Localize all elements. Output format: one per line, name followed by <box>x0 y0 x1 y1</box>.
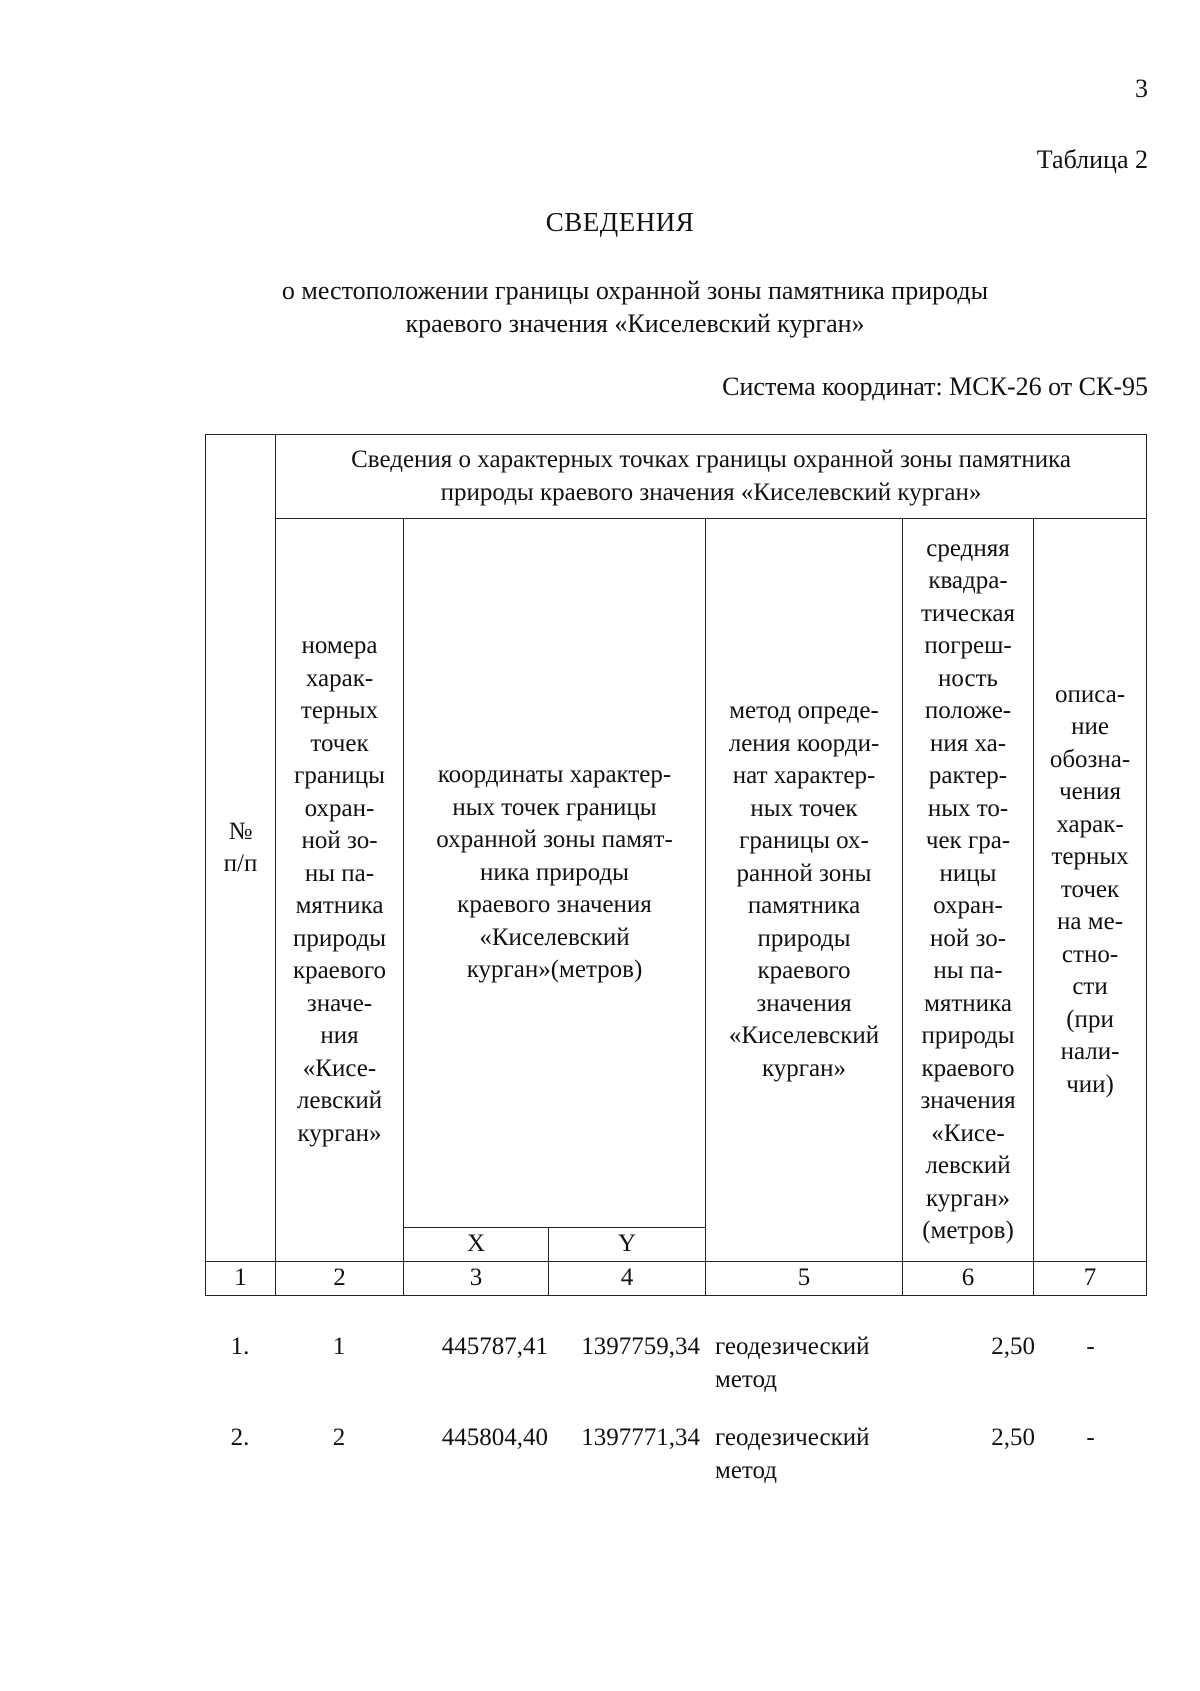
column-number: 5 <box>706 1262 903 1296</box>
mean-square-error: 2,50 <box>991 1424 1035 1451</box>
table-row <box>205 1330 1146 1421</box>
header-line: (при <box>1066 1005 1114 1033</box>
header-line: охран- <box>933 892 1003 919</box>
header-line: ны па- <box>304 859 375 887</box>
header-line: краевого значения <box>457 891 652 919</box>
header-group-title <box>276 435 1147 519</box>
header-line: ной зо- <box>929 924 1007 952</box>
header-line: ность <box>938 664 998 692</box>
header-line: природы <box>757 924 851 952</box>
header-line: границы ох- <box>739 827 869 854</box>
header-line: терных <box>1051 843 1129 871</box>
header-line: значе- <box>306 989 373 1017</box>
header-line: на ме- <box>1057 908 1124 936</box>
header-line: чии) <box>1066 1070 1114 1098</box>
header-method <box>706 519 903 1262</box>
header-line: сти <box>1072 973 1108 1001</box>
header-line: ранной зоны <box>736 859 872 887</box>
boundary-points-table-header <box>205 434 1147 1296</box>
header-line: мятника <box>924 989 1012 1017</box>
header-line: «Кисе- <box>302 1054 377 1082</box>
point-description: - <box>1086 1333 1095 1360</box>
header-line: харак- <box>305 664 374 692</box>
header-line: ных точек границы <box>452 793 657 821</box>
table-label: Таблица 2 <box>1036 145 1148 174</box>
header-line: курган» <box>761 1054 847 1082</box>
coordinate-y: 1397759,34 <box>581 1333 700 1360</box>
header-line: ных то- <box>927 794 1009 822</box>
point-description: - <box>1086 1424 1095 1451</box>
header-line: «Кисе- <box>931 1119 1005 1147</box>
point-number: 2 <box>332 1424 346 1451</box>
point-number: 1 <box>332 1333 346 1360</box>
header-line: курган» <box>297 1119 382 1147</box>
header-line: чек гра- <box>925 827 1011 854</box>
column-number: 4 <box>549 1262 706 1296</box>
header-row-number <box>206 435 276 1262</box>
header-line: квадра- <box>928 567 1008 594</box>
header-line: охранной зоны памят- <box>436 826 673 854</box>
header-line: нат характер- <box>732 762 876 789</box>
header-line: памятника <box>747 892 861 919</box>
method-line: метод <box>715 1457 778 1484</box>
method-line: геодезический <box>715 1333 870 1360</box>
document-subtitle <box>200 274 1070 340</box>
header-line: ние <box>1071 713 1109 741</box>
header-line: природы <box>292 924 387 952</box>
header-line: координаты характер- <box>437 761 672 789</box>
column-number: 2 <box>276 1262 404 1296</box>
header-line: ных точек <box>750 794 858 822</box>
header-line: описа- <box>1054 680 1126 708</box>
header-line: обозна- <box>1049 745 1131 773</box>
coordinate-y: 1397771,34 <box>581 1424 700 1451</box>
coordinate-x: 445804,40 <box>441 1424 548 1451</box>
header-line: ния ха- <box>929 729 1007 757</box>
header-line: мятника <box>295 892 384 919</box>
header-line: ника природы <box>480 858 629 886</box>
header-line: ницы <box>939 859 997 887</box>
header-x: X <box>404 1228 549 1262</box>
method-line: геодезический <box>715 1424 870 1451</box>
table-body <box>205 1330 1146 1512</box>
header-line: номера <box>301 632 378 659</box>
header-line: чения <box>1059 778 1121 806</box>
header-line: п/п <box>223 850 258 877</box>
header-line: погреш- <box>924 632 1012 659</box>
header-line: точек <box>1060 875 1120 903</box>
column-number: 6 <box>903 1262 1034 1296</box>
method-line: метод <box>715 1366 778 1393</box>
header-line: средняя <box>926 534 1010 562</box>
subtitle-line: о местоположении границы охранной зоны памятника природы <box>281 276 989 305</box>
header-line: ния <box>320 1022 359 1049</box>
method <box>715 1330 915 1396</box>
header-line: значения <box>756 989 852 1017</box>
header-line: метод опреде- <box>729 697 879 724</box>
header-line: № <box>228 817 253 845</box>
header-line: тическая <box>920 599 1016 627</box>
header-y: Y <box>549 1228 706 1262</box>
subtitle-line: краевого значения «Киселевский курган» <box>405 309 865 338</box>
header-line: краевого <box>757 957 851 984</box>
coordinate-x: 445787,41 <box>441 1333 548 1360</box>
header-line: точек <box>310 729 369 757</box>
header-line: (метров) <box>922 1217 1014 1244</box>
header-line: ны па- <box>933 957 1003 984</box>
header-coordinates <box>404 519 706 1228</box>
header-line: границы <box>294 762 385 789</box>
row-number: 1. <box>230 1333 250 1360</box>
mean-square-error: 2,50 <box>991 1333 1035 1360</box>
header-line: краевого <box>921 1054 1015 1082</box>
header-line: курган» <box>925 1184 1011 1212</box>
header-line: значения <box>920 1087 1016 1114</box>
page-number: 3 <box>1135 74 1148 103</box>
table-row <box>205 1421 1146 1512</box>
header-line: краевого <box>292 957 387 984</box>
header-line: природы краевого значения «Киселевский курган» <box>440 478 982 506</box>
document-title: СВЕДЕНИЯ <box>545 207 695 237</box>
header-line: положе- <box>924 697 1012 724</box>
row-number: 2. <box>230 1424 250 1451</box>
header-line: нали- <box>1060 1038 1120 1066</box>
header-line: «Киселевский <box>479 923 630 951</box>
column-number: 1 <box>206 1262 276 1296</box>
header-line: терных <box>300 697 379 724</box>
header-line: природы <box>921 1022 1015 1049</box>
header-line: левский <box>296 1087 383 1114</box>
header-line: ной зо- <box>301 827 378 854</box>
header-line: Сведения о характерных точках границы охранной зоны памятника <box>351 446 1071 473</box>
header-line: «Киселевский <box>728 1022 880 1049</box>
header-line: курган»(метров) <box>466 956 643 984</box>
column-number: 7 <box>1034 1262 1147 1296</box>
header-line: ления коорди- <box>728 729 880 757</box>
coordinate-system-label: Система координат: МСК-26 от СК-95 <box>722 372 1148 401</box>
header-line: стно- <box>1061 940 1119 968</box>
header-line: харак- <box>1056 810 1124 838</box>
column-number: 3 <box>404 1262 549 1296</box>
header-line: левский <box>925 1152 1011 1179</box>
header-point-numbers <box>276 519 404 1262</box>
method <box>715 1421 915 1487</box>
header-line: охран- <box>304 794 375 822</box>
header-description <box>1034 519 1147 1262</box>
header-mean-square-error <box>903 519 1034 1262</box>
header-line: рактер- <box>928 762 1008 789</box>
